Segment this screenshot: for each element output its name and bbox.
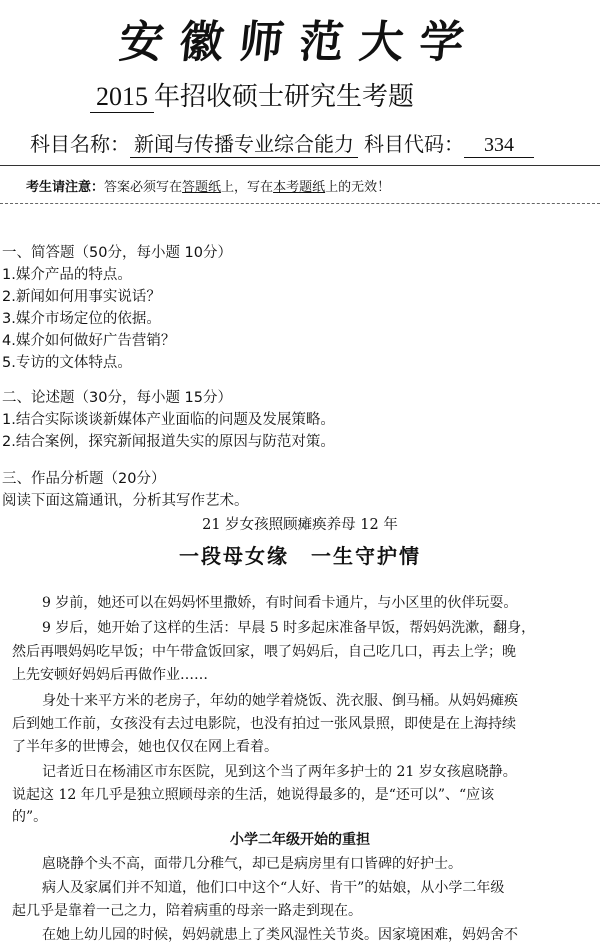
- section1-item: 2.新闻如何用事实说话？: [2, 289, 161, 305]
- article-line: 的”。: [12, 809, 48, 825]
- notice-label: 考生请注意：: [26, 180, 105, 195]
- article-subtitle: 21 岁女孩照顾瘫痪养母 12 年: [202, 517, 398, 533]
- article-line: 身处十来平方米的老房子，年幼的她学着烧饭、洗衣服、倒马桶。从妈妈瘫痪: [42, 693, 518, 709]
- exam-title-line: [90, 76, 414, 113]
- article-line: 后到她工作前，女孩没有去过电影院，也没有拍过一张风景照，即使是在上海持续: [12, 716, 516, 732]
- article-line: 起几乎是靠着一己之力，陪着病重的母亲一路走到现在。: [12, 903, 362, 919]
- notice: [26, 176, 390, 195]
- article-line: 记者近日在杨浦区市东医院，见到这个当了两年多护士的 21 岁女孩扈晓静。: [42, 764, 517, 780]
- section1-item: 1.媒介产品的特点。: [2, 267, 132, 283]
- code-value: 334: [464, 134, 534, 158]
- university-title: 安徽师范大学: [116, 17, 483, 68]
- section3-heading: 三、作品分析题（20分）: [2, 471, 166, 487]
- notice-exam-paper: 本考题纸: [273, 180, 326, 195]
- exam-year: 2015: [90, 82, 154, 113]
- notice-text-3: 上的无效！: [325, 180, 391, 195]
- section3-instruction: 阅读下面这篇通讯，分析其写作艺术。: [2, 493, 249, 509]
- header-divider: [0, 165, 600, 166]
- article-line: 病人及家属们并不知道，他们口中这个“人好、肯干”的姑娘，从小学二年级: [42, 880, 505, 896]
- notice-text-2: 上，写在: [221, 180, 274, 195]
- section2-heading: 二、论述题（30分，每小题 15分）: [2, 390, 233, 406]
- article-line: 9 岁前，她还可以在妈妈怀里撒娇，有时间看卡通片，与小区里的伙伴玩耍。: [42, 595, 518, 611]
- article-line: 9 岁后，她开始了这样的生活：早晨 5 时多起床准备早饭，帮妈妈洗漱，翻身，: [42, 620, 536, 636]
- section2-item: 1.结合实际谈谈新媒体产业面临的问题及发展策略。: [2, 412, 335, 428]
- section2-item: 2.结合案例，探究新闻报道失实的原因与防范对策。: [2, 434, 335, 450]
- article-line: 说起这 12 年几乎是独立照顾母亲的生活，她说得最多的，是“还可以”、“应该: [12, 787, 495, 803]
- section1-item: 5.专访的文体特点。: [2, 355, 132, 371]
- exam-title: 年招收硕士研究生考题: [154, 82, 415, 112]
- article-line: 了半年多的世博会，她也仅仅在网上看着。: [12, 739, 278, 755]
- subject-name: 新闻与传播专业综合能力: [130, 128, 358, 158]
- code-label: 科目代码：: [364, 132, 464, 156]
- notice-text-1: 答案必须写在: [104, 180, 183, 195]
- section1-item: 3.媒介市场定位的依据。: [2, 311, 161, 327]
- article-subheading: 小学二年级开始的重担: [230, 832, 370, 848]
- article-line: 上先安顿好妈妈后再做作业……: [12, 667, 208, 683]
- article-title: 一段母女缘 一生守护情: [179, 544, 421, 568]
- notice-divider: [0, 203, 600, 204]
- section1-heading: 一、简答题（50分，每小题 10分）: [2, 245, 233, 261]
- subject-label: 科目名称：: [30, 132, 130, 156]
- section1-item: 4.媒介如何做好广告营销？: [2, 333, 176, 349]
- article-line: 然后再喂妈妈吃早饭；中午带盒饭回家，喂了妈妈后，自己吃几口，再去上学；晚: [12, 644, 516, 660]
- article-line: 在她上幼儿园的时候，妈妈就患上了类风湿性关节炎。因家境困难，妈妈舍不: [42, 927, 518, 943]
- notice-answer-sheet: 答题纸: [182, 180, 222, 195]
- article-line: 扈晓静个头不高，面带几分稚气，却已是病房里有口皆碑的好护士。: [42, 856, 462, 872]
- subject-line: [30, 128, 534, 158]
